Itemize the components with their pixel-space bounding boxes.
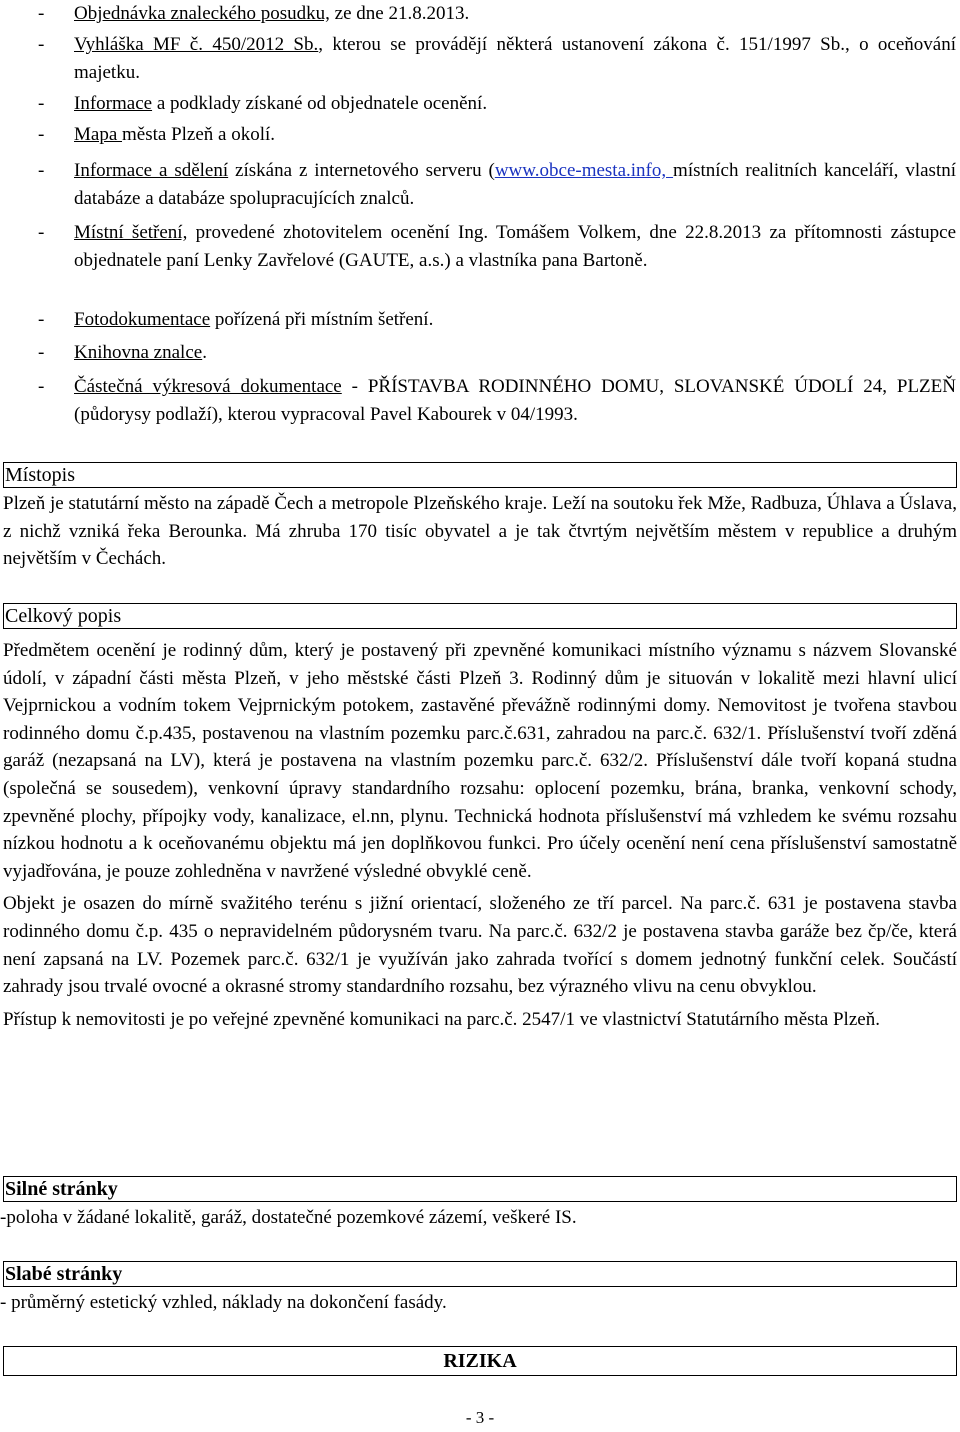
section-heading: Slabé stránky — [3, 1261, 957, 1287]
silne-text: -poloha v žádané lokalitě, garáž, dostatečné pozemkové zázemí, veškeré IS. — [0, 1207, 577, 1228]
list-item: - Mapa města Plzeň a okolí. — [38, 124, 276, 145]
slabe-section — [0, 1261, 957, 1317]
list-item: - Fotodokumentace pořízená při místním šetření. — [38, 309, 434, 330]
mistopis-text: Plzeň je statutární město na západě Čech a metropole Plzeňského kraje. Leží na soutoku řek Mže, Radbuza, Úhlava a Úslava, z nichž vzniká řeka Berounka. Má zhruba 170 tisíc obyvatel a je tak čtvrtým největším městem v republice a druhým největším v Čechách. — [3, 493, 957, 570]
section-heading: Místopis — [3, 462, 957, 488]
section-heading: Celkový popis — [3, 603, 957, 629]
silne-section — [0, 1176, 957, 1232]
list-item: - Informace a podklady získané od objednatele ocenění. — [38, 93, 488, 114]
section-heading: Silné stránky — [3, 1176, 957, 1202]
popis-paragraph-1: Předmětem ocenění je rodinný dům, který je postavený při zpevněné komunikaci místního významu s názvem Slovanské údolí, v západní části města Plzeň, v jeho městské části Plzeň 3. Rodinný dům je situován v lokalitě mezi hlavní ulicí Vejprnickou a vodním tokem Vejprnickým potokem, zastavěné převážně rodinnými domy. Nemovitost je tvořena stavbou rodinného domu č.p.435, postavenou na vlastním pozemku parc.č.631, zahradou na parc.č. 632/1. Příslušenství tvoří zděná garáž (nezapsaná na LV), která je postavena na vlastním pozemku parc.č. 632/2. Příslušenství dále tvoří kopaná studna (společná se sousedem), venkovní úpravy standardního rozsahu: oplocení pozemku, brána, branka, venkovní schody, zpevněné plochy, přípojky vody, kanalizace, el.nn, plynu. Technická hodnota příslušenství má vzhledem ke svému rozsahu nízkou hodnotu a k oceňovanému objektu má jen doplňkovou funkci. Pro účely ocenění není cena příslušenství samostatně vyjadřována, je pouze zohledněna v navržené výsledné obvyklé ceně. — [3, 640, 957, 882]
slabe-text: - průměrný estetický vzhled, náklady na dokončení fasády. — [0, 1292, 447, 1313]
popis-paragraph-2: Objekt je osazen do mírně svažitého terénu s jižní orientací, složeného ze tří parcel. Na parc.č. 631 je postavena stavba rodinného domu č.p. 435 o nepravidelném půdorysném tvaru. Na parc.č. 632/2 je postavena stavba garáže bez čp/če, která není zapsaná na LV. Pozemek parc.č. 632/1 je využíván jako zahrada tvořící s domem jednotný funkční celek. Součástí zahrady jsou trvalé ovocné a okrasné stromy standardního rozsahu, bez výrazného vlivu na cenu obvyklou. — [3, 893, 957, 998]
rizika-heading: RIZIKA — [3, 1346, 957, 1376]
list-item: - Informace a sdělení získána z internetového serveru (www.obce-mesta.info, místních realitních kanceláří, vlastní databáze a databáze spolupracujících znalců. — [38, 160, 957, 209]
list-item: - Místní šetření, provedené zhotovitelem ocenění Ing. Tomášem Volkem, dne 22.8.2013 za přítomnosti zástupce objednatele paní Lenky Zavřelové (GAUTE, a.s.) a vlastníka pana Bartoně. — [38, 222, 956, 271]
popis-section — [3, 603, 957, 1033]
list-item: - Knihovna znalce. — [38, 342, 207, 363]
list-item: - Částečná výkresová dokumentace - PŘÍSTAVBA RODINNÉHO DOMU, SLOVANSKÉ ÚDOLÍ 24, PLZEŇ (půdorysy podlaží), kterou vypracoval Pavel Kabourek v 04/1993. — [38, 376, 956, 425]
page-number: - 3 - — [465, 1408, 495, 1427]
website-link[interactable]: www.obce-mesta.info, — [494, 160, 674, 181]
list-item: - Vyhláška MF č. 450/2012 Sb., kterou se provádějí některá ustanovení zákona č. 151/1997 Sb., o oceňování majetku. — [38, 34, 956, 83]
list-item: - Objednávka znaleckého posudku, ze dne 21.8.2013. — [38, 3, 470, 24]
mistopis-section — [3, 462, 957, 573]
popis-paragraph-3: Přístup k nemovitosti je po veřejné zpevněné komunikaci na parc.č. 2547/1 ve vlastnictví Statutárního města Plzeň. — [3, 1008, 880, 1030]
